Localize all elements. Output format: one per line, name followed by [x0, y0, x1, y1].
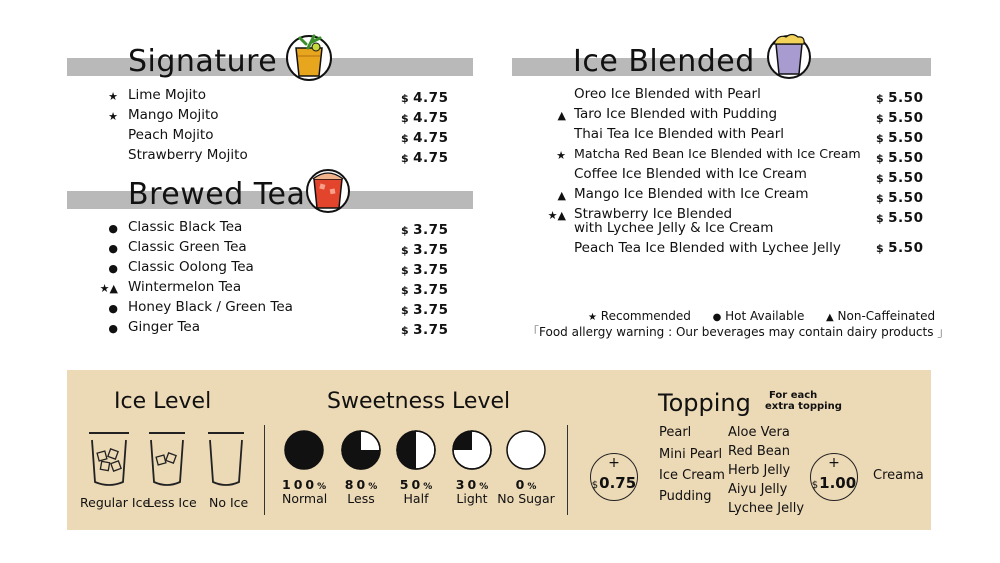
legend-noncaf: Non-Caffeinated	[837, 309, 936, 323]
menu-item-price: $ 5.50	[876, 130, 924, 146]
menu-item-name: Coffee Ice Blended with Ice Cream	[574, 166, 807, 182]
hot-dot-icon: ●	[712, 312, 722, 323]
menu-item-mark: ★▲	[547, 209, 566, 222]
legend-recommended: Recommended	[600, 309, 691, 323]
no-ice-cup-icon	[206, 430, 246, 490]
sweetness-circles	[277, 428, 567, 472]
options-panel	[67, 370, 931, 530]
menu-item-name: Thai Tea Ice Blended with Pearl	[574, 126, 785, 142]
sweetness-pct-80: 80%	[344, 477, 378, 492]
menu-item-price: $ 3.75	[401, 222, 449, 238]
menu-item-mark: ●	[108, 262, 118, 275]
topping-item: Mini Pearl	[659, 447, 723, 462]
topping-item: Aloe Vera	[728, 425, 790, 440]
topping-item: Lychee Jelly	[728, 501, 805, 516]
topping-note: For each extra topping	[765, 390, 842, 412]
menu-item-name: Strawberry Ice Blended	[574, 206, 733, 222]
menu-item-mark: ★	[556, 149, 566, 162]
menu-item-mark: ★	[108, 90, 118, 103]
menu-item-name: Strawberry Mojito	[128, 147, 248, 163]
sweetness-circle-0	[507, 431, 545, 469]
topping-item: Creama	[873, 468, 924, 483]
topping-item: Aiyu Jelly	[728, 482, 788, 497]
sweetness-pct-30: 30%	[455, 477, 489, 492]
sweetness-less: Less	[347, 491, 375, 506]
menu-item-mark: ●	[108, 242, 118, 255]
iced-tea-drink-icon	[303, 164, 353, 214]
menu-item-mark: ●	[108, 322, 118, 335]
signature-title: Signature	[128, 44, 278, 79]
sweetness-pct-0: 0%	[515, 477, 537, 492]
menu-item-price: $ 5.50	[876, 240, 924, 256]
recommended-star-icon: ★	[588, 312, 597, 323]
legend-hot: Hot Available	[725, 309, 805, 323]
menu-item-name: Classic Oolong Tea	[128, 259, 254, 275]
menu-item-name: Ginger Tea	[128, 319, 201, 335]
ice-level-less: Less Ice	[147, 495, 197, 510]
sweetness-half: Half	[403, 491, 429, 506]
sweetness-light: Light	[456, 491, 488, 506]
topping-item: Herb Jelly	[728, 463, 791, 478]
legend	[588, 309, 935, 323]
menu-item-price: $ 4.75	[401, 130, 449, 146]
sweetness-normal: Normal	[282, 491, 328, 506]
sweetness-pct-50: 50%	[399, 477, 433, 492]
menu-item-name: Classic Black Tea	[128, 219, 243, 235]
menu-item-price: $ 3.75	[401, 262, 449, 278]
menu-item-name-line2: with Lychee Jelly & Ice Cream	[574, 220, 774, 236]
menu-item-mark: ●	[108, 302, 118, 315]
menu-item-name: Wintermelon Tea	[128, 279, 242, 295]
sweetness-circle-100	[285, 431, 323, 469]
menu-item-price: $ 3.75	[401, 302, 449, 318]
menu-item-mark: ▲	[557, 109, 566, 122]
menu-item-price: $ 4.75	[401, 90, 449, 106]
sweetness-no-sugar: No Sugar	[497, 491, 555, 506]
menu-item-name: Lime Mojito	[128, 87, 206, 103]
topping-item: Pearl	[659, 425, 692, 440]
panel-divider	[567, 425, 568, 515]
topping-price-a-badge: + $0.75	[590, 453, 638, 501]
menu-item-name: Oreo Ice Blended with Pearl	[574, 86, 761, 102]
sweetness-circle-30	[453, 431, 491, 469]
regular-ice-cup-icon	[87, 430, 131, 490]
sweetness-pct-100: 100%	[282, 477, 327, 492]
topping-price-b-badge: + $1.00	[810, 453, 858, 501]
menu-item-name: Honey Black / Green Tea	[128, 299, 293, 315]
sweetness-circle-80	[342, 431, 380, 469]
topping-title: Topping	[658, 389, 751, 417]
topping-item: Pudding	[659, 489, 712, 504]
menu-item-mark: ▲	[557, 189, 566, 202]
blended-drink-icon	[764, 30, 814, 80]
less-ice-cup-icon	[147, 430, 187, 490]
menu-item-price: $ 3.75	[401, 282, 449, 298]
menu-item-name: Matcha Red Bean Ice Blended with Ice Cream	[574, 146, 861, 161]
menu-item-price: $ 5.50	[876, 210, 924, 226]
menu-item-price: $ 3.75	[401, 242, 449, 258]
sweetness-level-title: Sweetness Level	[327, 389, 511, 414]
ice-blended-title: Ice Blended	[573, 44, 755, 79]
menu-item-price: $ 5.50	[876, 90, 924, 106]
mojito-drink-icon	[284, 32, 334, 82]
topping-item: Ice Cream	[659, 468, 725, 483]
brewed-tea-title: Brewed Tea	[128, 177, 306, 212]
menu-item-mark: ★▲	[99, 282, 118, 295]
menu-item-name: Taro Ice Blended with Pudding	[574, 106, 778, 122]
menu-item-mark: ★	[108, 110, 118, 123]
menu-item-name: Mango Mojito	[128, 107, 219, 123]
sweetness-circle-50	[397, 431, 435, 469]
topping-item: Red Bean	[728, 444, 790, 459]
ice-level-regular: Regular Ice	[80, 495, 151, 510]
panel-divider	[264, 425, 265, 515]
menu-item-mark: ●	[108, 222, 118, 235]
menu-item-price: $ 5.50	[876, 150, 924, 166]
menu-item-price: $ 4.75	[401, 150, 449, 166]
ice-level-none: No Ice	[209, 495, 249, 510]
menu-item-price: $ 3.75	[401, 322, 449, 338]
menu-item-price: $ 4.75	[401, 110, 449, 126]
menu-item-name: Mango Ice Blended with Ice Cream	[574, 186, 809, 202]
noncaf-triangle-icon: ▲	[825, 312, 834, 323]
menu-item-price: $ 5.50	[876, 110, 924, 126]
menu-item-name: Peach Mojito	[128, 127, 214, 143]
menu-item-price: $ 5.50	[876, 190, 924, 206]
allergy-warning: 「Food allergy warning : Our beverages may contain dairy products 」	[527, 325, 950, 339]
menu-item-price: $ 5.50	[876, 170, 924, 186]
menu-item-name: Classic Green Tea	[128, 239, 247, 255]
menu-item-name: Peach Tea Ice Blended with Lychee Jelly	[574, 240, 841, 256]
ice-level-title: Ice Level	[114, 389, 212, 414]
